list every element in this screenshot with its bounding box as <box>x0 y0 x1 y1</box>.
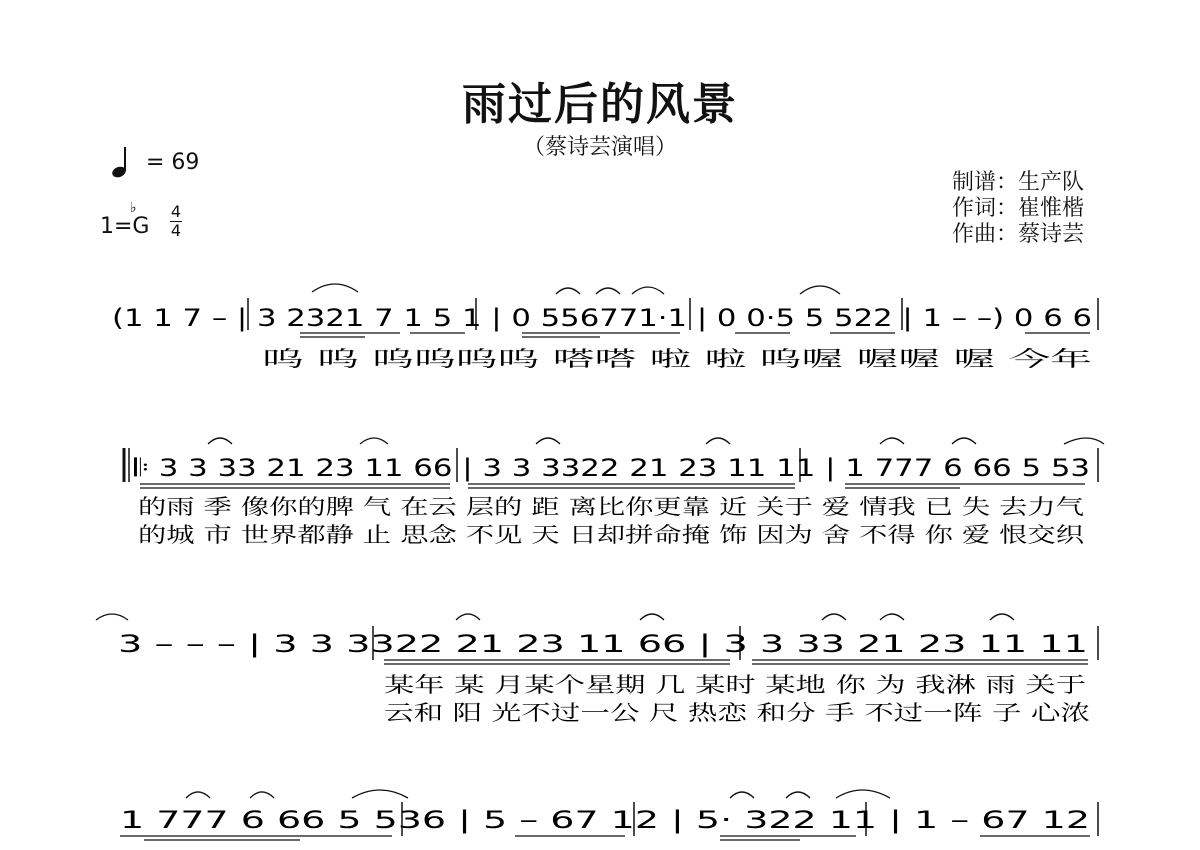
notation-row-2: 𝄆 3 3 33 21 23 11 66 | 3 3 3322 21 23 11 11 | 1 777 6 66 5 53 <box>134 454 1090 482</box>
lyrics-row-2-verse-2: 的城 市 世界都静 止 思念 不见 天 日却拼命掩 饰 因为 舍 不得 你 爱 恨交织 <box>138 523 1086 547</box>
lyrics-row-1: 呜 呜 呜呜呜呜 嗒嗒 啦 啦 呜喔 喔喔 喔 今年 <box>262 347 1092 371</box>
time-signature-bottom: 4 <box>170 221 182 240</box>
notation-row-4: 1 777 6 66 5 536 | 5 – 67 12 | 5· 322 11 | 1 – 67 12 <box>120 806 1090 834</box>
composer-credit: 作曲：蔡诗芸 <box>952 222 1085 247</box>
lyrics-row-3-verse-2: 云和 阳 光不过一公 尺 热恋 和分 手 不过一阵 子 心浓 <box>384 701 1090 725</box>
lyrics-row-3-verse-1: 某年 某 月某个星期 几 某时 某地 你 为 我淋 雨 关于 <box>384 673 1086 697</box>
notation-row-3: 3 – – – | 3 3 3322 21 23 11 66 | 3 3 33 21 23 11 11 <box>118 630 1088 658</box>
tempo-value: = 69 <box>146 149 200 175</box>
key-signature: 1=G <box>100 214 150 239</box>
lyrics-row-2-verse-1: 的雨 季 像你的脾 气 在云 层的 距 离比你更靠 近 关于 爱 情我 已 失 去力气 <box>138 495 1084 519</box>
song-subtitle: （蔡诗芸演唱） <box>522 135 677 160</box>
arranger-credit: 制谱：生产队 <box>952 170 1085 195</box>
time-signature-top: 4 <box>170 202 182 221</box>
flat-sign: ♭ <box>130 200 137 216</box>
notation-row-1: (1 1 7 – | 3 2321 7 1 5 1 | 0 556771·1 | 0 0·5 5 522 | 1 – –) 0 6 6 <box>112 304 1092 332</box>
lyricist-credit: 作词：崔惟楷 <box>952 196 1085 221</box>
song-title: 雨过后的风景 <box>462 79 738 130</box>
beams <box>120 333 1090 840</box>
